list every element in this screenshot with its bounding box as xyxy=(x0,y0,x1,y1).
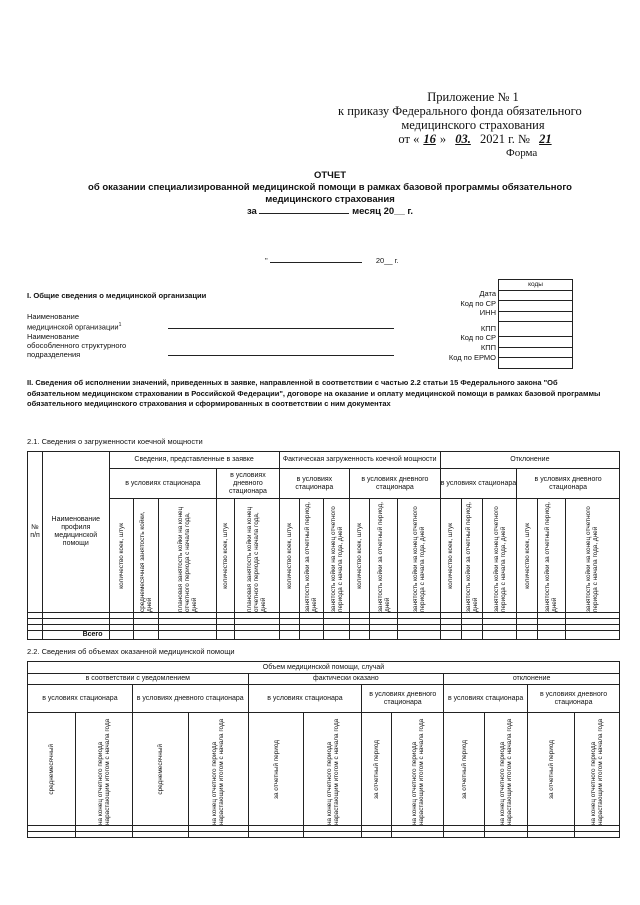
notice-col xyxy=(188,713,248,826)
period-month: месяц 20__ г. xyxy=(352,206,414,217)
section2-line3: обязательного медицинского страхования и сформированных в соответствии с ним документах xyxy=(27,399,391,408)
deviation-col-text: занятость койки на конец отчетного периода с начала года, дней xyxy=(585,505,600,612)
code-label-sr: Код по СР xyxy=(460,298,496,308)
table21-total-row xyxy=(28,631,620,640)
title-line3: медицинского страхования xyxy=(265,194,395,205)
actual-col xyxy=(370,499,398,613)
volume-group-actual: фактически оказано xyxy=(248,674,444,685)
declared-col xyxy=(133,499,158,613)
deviation-col xyxy=(528,713,575,826)
deviation-col-text: количество коек, штук xyxy=(447,522,455,589)
section2-line2: обязательном медицинском страховании в Российской Федерации", договоре на оказание и оплату медицинской помощи в рамках базовой программы xyxy=(27,388,601,398)
deviation-col xyxy=(482,499,516,613)
actual-col-text: занятость койки на конец отчетного периода с начала года, дней xyxy=(329,505,344,612)
code-label-kpp: КПП xyxy=(480,323,496,333)
deviation-dayhospital: в условиях дневного стационара xyxy=(517,469,620,499)
subdivision-field[interactable] xyxy=(168,355,394,356)
deviation-col xyxy=(574,713,619,826)
group-actual: Фактическая загруженность коечной мощности xyxy=(279,452,440,469)
declared-col xyxy=(217,499,235,613)
code-label-inn: ИНН xyxy=(479,308,496,318)
deviation-col xyxy=(517,499,538,613)
actual-col-text: количество коек, штук xyxy=(285,522,293,589)
table22-row xyxy=(28,832,620,838)
deviation-col-text: за отчетный период xyxy=(460,739,468,799)
org-name-label-2: медицинской организации xyxy=(27,322,119,332)
deviation-col-text: занятость койки за отчетный период, дней xyxy=(464,501,479,612)
org-name-field[interactable] xyxy=(168,328,394,329)
date-field-year: 20__ г. xyxy=(375,256,399,265)
title-line1: ОТЧЕТ xyxy=(313,170,346,181)
report-title xyxy=(60,170,600,218)
table22-caption: 2.2. Сведения об объемах оказанной медицинской помощи xyxy=(27,647,235,656)
deviation-col-text: занятость койки за отчетный период, дней xyxy=(544,501,559,612)
org-name-label-1: Наименование xyxy=(27,312,79,321)
deviation-col-text: на конец отчетного периода нарастающим итогом с начала года xyxy=(589,718,604,825)
deviation-col xyxy=(538,499,565,613)
volume-group-notice: в соответствии с уведомлением xyxy=(28,674,249,685)
actual-hospital: в условиях стационара xyxy=(248,685,362,713)
notice-col-text: среднемесячный xyxy=(156,743,164,795)
org-name-footnote: 1 xyxy=(118,322,122,328)
notice-col xyxy=(28,713,76,826)
notice-col xyxy=(132,713,188,826)
declared-hospital: в условиях стационара xyxy=(109,469,217,499)
appendix-date xyxy=(388,132,568,146)
volume-group-deviation: отклонение xyxy=(444,674,620,685)
total-label: Всего xyxy=(43,631,109,640)
code-cell[interactable] xyxy=(499,290,573,301)
group-declared: Сведения, представленные в заявке xyxy=(109,452,279,469)
notice-col-text: на конец отчетного периода нарастающим итогом с начала года xyxy=(211,718,226,825)
appendix-line2: к приказу Федерального фонда обязательного xyxy=(338,104,582,118)
actual-col xyxy=(362,713,392,826)
code-cell[interactable] xyxy=(499,322,573,337)
date-quote: » xyxy=(439,132,447,146)
actual-col xyxy=(398,499,440,613)
form-label: Форма xyxy=(506,147,538,159)
declared-col-text: среднемесячная занятость койки, дней xyxy=(138,511,153,612)
declared-col xyxy=(235,499,279,613)
appendix-day: 16 xyxy=(423,132,436,146)
codes-table xyxy=(498,279,573,369)
sub-label-3: подразделения xyxy=(27,349,81,359)
date-field-quote: " xyxy=(265,256,268,265)
codes-header: коды xyxy=(499,280,573,291)
actual-col-text: на конец отчетного периода нарастающим итогом с начала года xyxy=(410,718,425,825)
col-profile-text: Наименование профиля медицинской помощи xyxy=(51,516,101,547)
code-cell[interactable] xyxy=(499,358,573,369)
appendix-header xyxy=(338,90,582,146)
notice-dayhospital: в условиях дневного стационара xyxy=(132,685,248,713)
deviation-col-text: на конец отчетного периода нарастающим итогом с начала года xyxy=(499,718,514,825)
notice-hospital: в условиях стационара xyxy=(28,685,133,713)
deviation-col xyxy=(461,499,482,613)
appendix-number: 21 xyxy=(539,132,552,146)
col-num-header xyxy=(28,452,43,613)
deviation-col xyxy=(440,499,461,613)
actual-col-text: занятость койки за отчетный период, дней xyxy=(376,501,391,612)
declared-dayhospital: в условиях дневного стационара xyxy=(217,469,279,499)
codes-labels xyxy=(400,289,496,362)
deviation-col xyxy=(444,713,485,826)
actual-col xyxy=(304,713,362,826)
period-prefix: за xyxy=(246,206,257,217)
code-cell[interactable] xyxy=(499,337,573,348)
deviation-dayhospital: в условиях дневного стационара xyxy=(528,685,620,713)
declared-col-text: плановая занятость койки на конец отчетного периода с начала года, дней xyxy=(177,506,199,612)
declared-col-text: плановая занятость койки на конец отчетного периода с начала года, дней xyxy=(246,506,268,612)
sub-label-2: обособленного структурного xyxy=(27,340,127,350)
date-field[interactable] xyxy=(265,256,425,265)
declared-col xyxy=(109,499,133,613)
declared-col xyxy=(158,499,216,613)
notice-col xyxy=(75,713,132,826)
col-num-text: № п/п xyxy=(30,524,40,539)
actual-hospital: в условиях стационара xyxy=(279,469,349,499)
deviation-col-text: занятость койки на конец отчетного периода с начала года, дней xyxy=(492,505,507,612)
actual-col-text: количество коек, штук xyxy=(356,522,364,589)
actual-col xyxy=(392,713,444,826)
deviation-hospital: в условиях стационара xyxy=(444,685,528,713)
table-care-volume xyxy=(27,661,620,838)
section2-title xyxy=(27,378,617,410)
code-cell[interactable] xyxy=(499,347,573,358)
actual-col-text: на конец отчетного периода нарастающим итогом с начала года xyxy=(325,718,340,825)
declared-col-text: количество коек, штук xyxy=(222,522,230,589)
title-period xyxy=(60,206,600,218)
actual-col-text: занятость койки за отчетный период, дней xyxy=(304,501,319,612)
code-cell[interactable] xyxy=(499,311,573,322)
table21-caption: 2.1. Сведения о загруженности коечной мощности xyxy=(27,437,203,446)
actual-col-text: за отчетный период xyxy=(272,739,280,799)
deviation-hospital: в условиях стационара xyxy=(440,469,517,499)
actual-col xyxy=(248,713,304,826)
code-label-kpp2: КПП xyxy=(480,342,496,352)
col-profile-header xyxy=(43,452,109,613)
code-label-sr2: Код по СР xyxy=(460,333,496,343)
deviation-col xyxy=(485,713,528,826)
actual-dayhospital: в условиях дневного стационара xyxy=(350,469,441,499)
appendix-line1: Приложение № 1 xyxy=(427,90,519,104)
notice-col-text: на конец отчетного периода нарастающим итогом с начала года xyxy=(96,718,111,825)
declared-col-text: количество коек, штук xyxy=(117,522,125,589)
volume-header: Объем медицинской помощи, случай xyxy=(28,662,620,674)
code-label-ermo: Код по ЕРМО xyxy=(448,352,496,362)
org-name-label xyxy=(27,312,126,359)
actual-col xyxy=(350,499,370,613)
notice-col-text: среднемесячный xyxy=(47,743,55,795)
code-cell[interactable] xyxy=(499,301,573,312)
actual-col xyxy=(323,499,349,613)
group-deviation: Отклонение xyxy=(440,452,619,469)
actual-col-text: занятость койки на конец отчетного периода с начала года, дней xyxy=(412,505,427,612)
actual-col xyxy=(279,499,299,613)
section2-line1: II. Сведения об исполнении значений, приведенных в заявке, направленной в соответствии с частью 2.2 статьи 15 Федерального закона "Об xyxy=(27,378,558,387)
date-prefix: от « xyxy=(398,132,420,146)
actual-dayhospital: в условиях дневного стационара xyxy=(362,685,444,713)
deviation-col xyxy=(565,499,620,613)
deviation-col-text: количество коек, штук xyxy=(523,522,531,589)
deviation-col-text: за отчетный период xyxy=(547,739,555,799)
table-bed-capacity xyxy=(27,451,620,640)
title-line2: об оказании специализированной медицинской помощи в рамках базовой программы обязательного xyxy=(88,182,572,193)
section1-title: I. Общие сведения о медицинской организации xyxy=(27,291,207,300)
actual-col xyxy=(299,499,323,613)
appendix-month: 03. xyxy=(455,132,471,146)
appendix-line3: медицинского страхования xyxy=(401,118,545,132)
sub-label-1: Наименование xyxy=(27,331,79,341)
code-label-date: Дата xyxy=(479,289,496,298)
appendix-year: 2021 г. № xyxy=(479,132,530,146)
actual-col-text: за отчетный период xyxy=(373,739,381,799)
